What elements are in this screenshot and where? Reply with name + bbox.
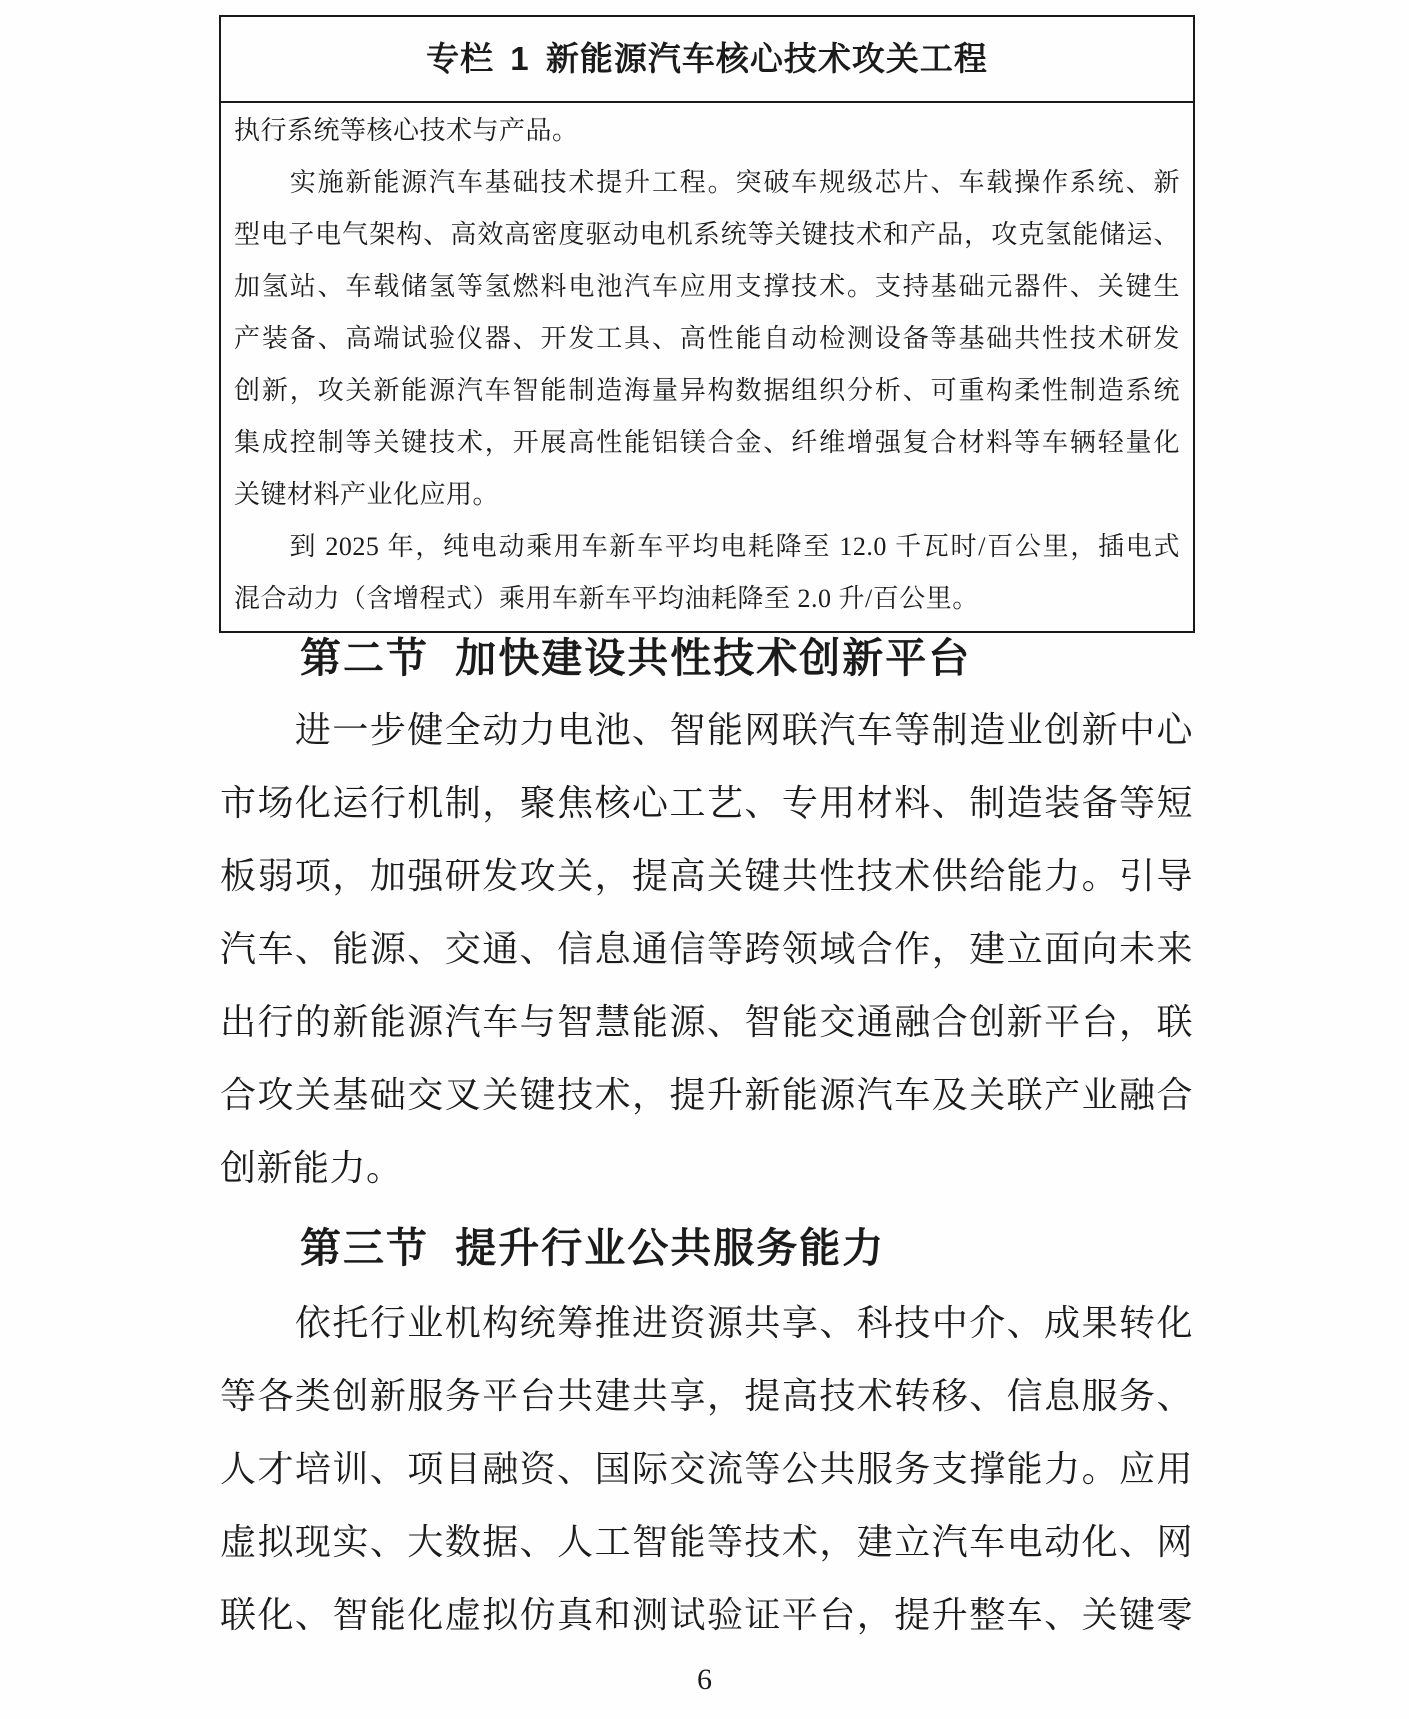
section-2-paragraph [220,694,1193,1205]
paragraph-line: 联化、智能化虚拟仿真和测试验证平台，提升整车、关键零 [220,1595,1193,1635]
box-text-line: 到 2025 年，纯电动乘用车新车平均电耗降至 12.0 千瓦时/百公里，插电式 [234,532,1180,561]
paragraph-line: 等各类创新服务平台共建共享，提高技术转移、信息服务、 [220,1376,1193,1416]
section-heading-2: 第二节 加快建设共性技术创新平台 [300,635,972,681]
box-text-line: 混合动力（含增程式）乘用车新车平均油耗降至 2.0 升/百公里。 [234,584,979,613]
paragraph-line: 市场化运行机制，聚焦核心工艺、专用材料、制造装备等短 [220,783,1193,823]
callout-box-title: 专栏 1 新能源汽车核心技术攻关工程 [221,17,1193,103]
paragraph-line: 出行的新能源汽车与智慧能源、智能交通融合创新平台，联 [220,1002,1193,1042]
callout-box-body [221,103,1193,631]
box-text-line: 产装备、高端试验仪器、开发工具、高性能自动检测设备等基础共性技术研发 [234,324,1180,353]
box-text-line: 加氢站、车载储氢等氢燃料电池汽车应用支撑技术。支持基础元器件、关键生 [234,272,1180,301]
paragraph-line: 板弱项，加强研发攻关，提高关键共性技术供给能力。引导 [220,856,1193,896]
box-text-line: 关键材料产业化应用。 [234,480,500,509]
section-3-paragraph [220,1287,1193,1652]
box-text-line: 集成控制等关键技术，开展高性能铝镁合金、纤维增强复合材料等车辆轻量化 [234,428,1180,457]
page-number: 6 [697,1663,712,1696]
box-text-line: 创新，攻关新能源汽车智能制造海量异构数据组织分析、可重构柔性制造系统 [234,376,1180,405]
section-heading-3: 第三节 提升行业公共服务能力 [300,1225,886,1271]
paragraph-line: 进一步健全动力电池、智能网联汽车等制造业创新中心 [220,710,1193,750]
paragraph-line: 依托行业机构统筹推进资源共享、科技中介、成果转化 [220,1303,1193,1343]
box-text-line: 型电子电气架构、高效高密度驱动电机系统等关键技术和产品，攻克氢能储运、 [234,220,1180,249]
box-text-line: 实施新能源汽车基础技术提升工程。突破车规级芯片、车载操作系统、新 [234,168,1180,197]
callout-box [219,15,1195,633]
paragraph-line: 虚拟现实、大数据、人工智能等技术，建立汽车电动化、网 [220,1522,1193,1562]
paragraph-line: 合攻关基础交叉关键技术，提升新能源汽车及关联产业融合 [220,1075,1193,1115]
paragraph-line: 人才培训、项目融资、国际交流等公共服务支撑能力。应用 [220,1449,1193,1489]
paragraph-line: 创新能力。 [220,1148,403,1188]
paragraph-line: 汽车、能源、交通、信息通信等跨领域合作，建立面向未来 [220,929,1193,969]
box-text-line: 执行系统等核心技术与产品。 [234,116,579,145]
